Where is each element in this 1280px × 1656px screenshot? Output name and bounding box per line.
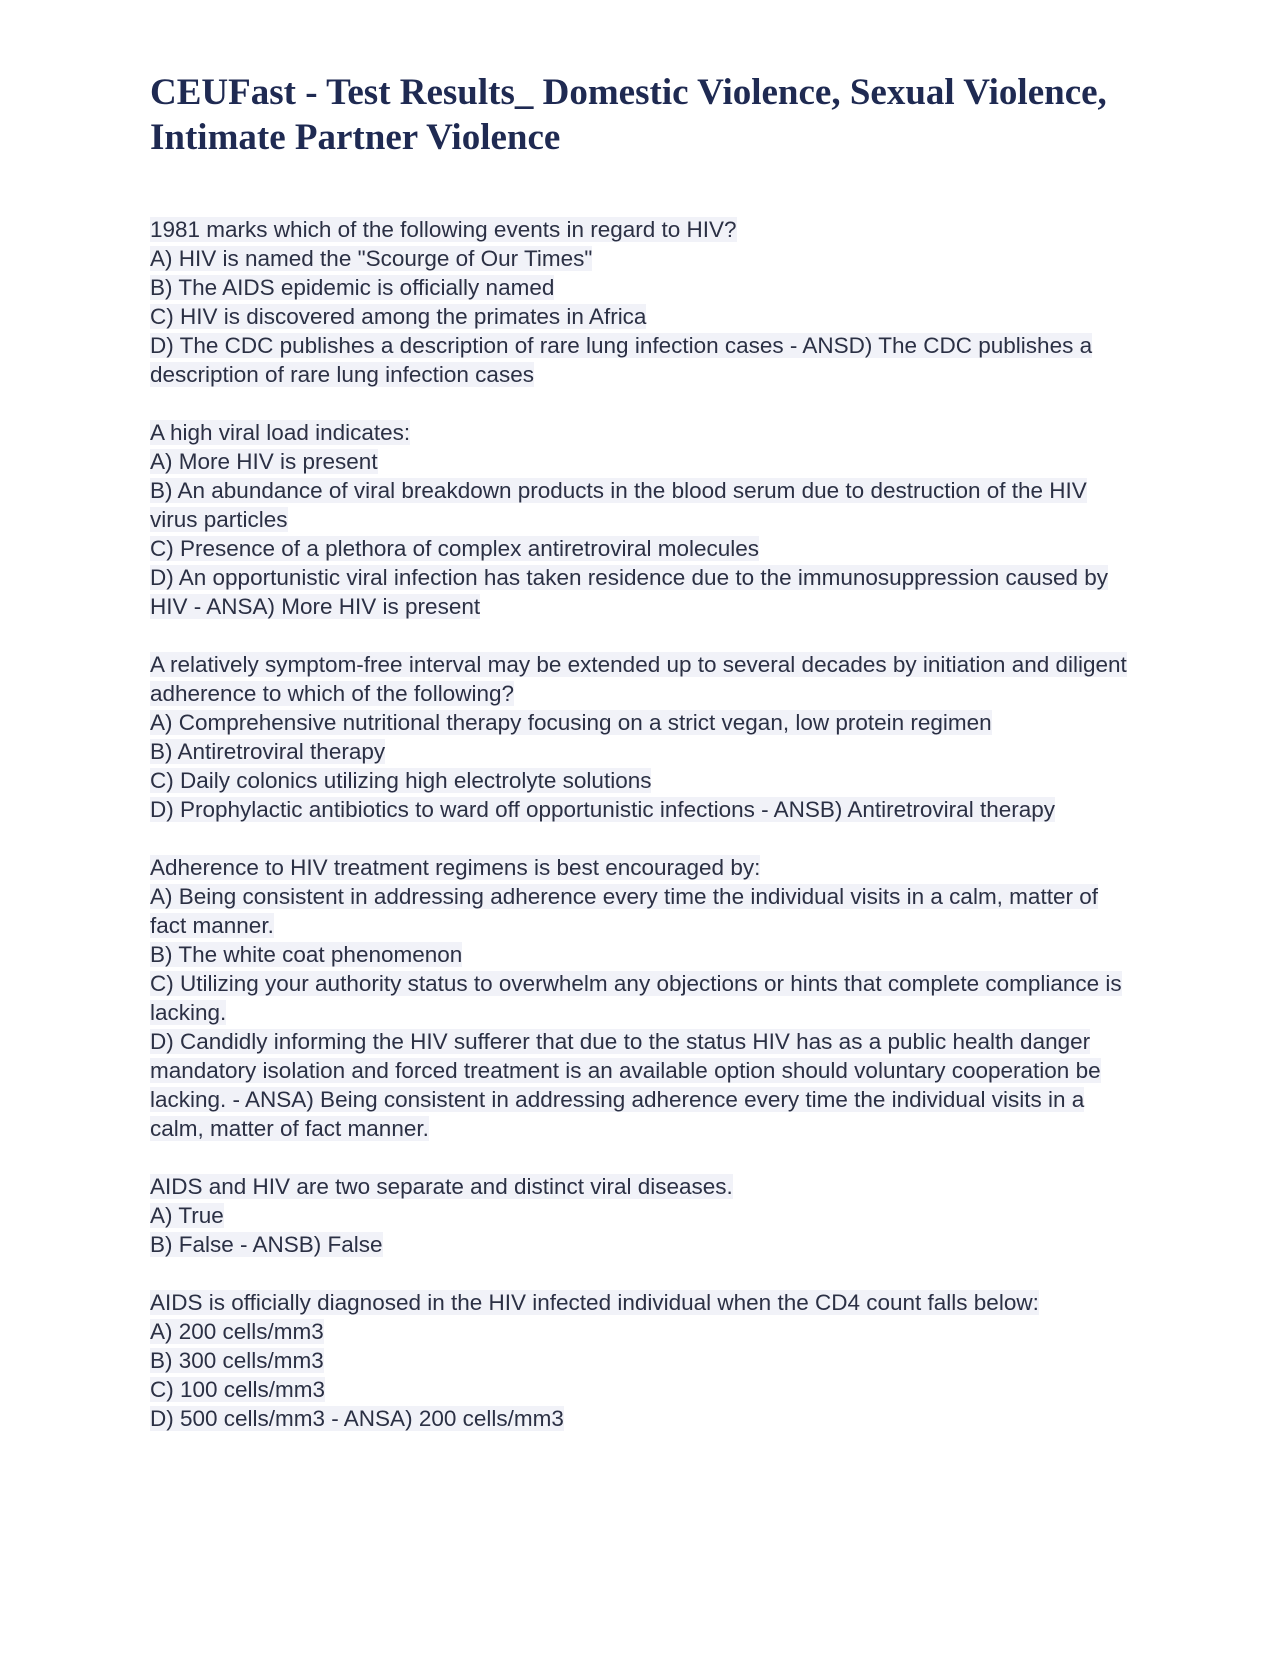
question-block-6 (150, 1288, 1130, 1433)
question-block-1 (150, 215, 1130, 389)
answer-option-d-with-answer: D) Candidly informing the HIV sufferer that due to the status HIV has as a public health danger mandatory isolation and forced treatment is an available option should voluntary cooperation be lacking. - ANSA) Being consistent in addressing adherence every time the individual visits in a calm, matter of fact manner. (150, 1029, 1101, 1141)
answer-option-d-with-answer: D) Prophylactic antibiotics to ward off opportunistic infections - ANSB) Antiretroviral therapy (150, 797, 1055, 822)
answer-option-b: B) 300 cells/mm3 (150, 1348, 324, 1373)
answer-option-a: A) Being consistent in addressing adherence every time the individual visits in a calm, matter of fact manner. (150, 884, 1098, 938)
answer-option-d-with-answer: D) An opportunistic viral infection has taken residence due to the immunosuppression caused by HIV - ANSA) More HIV is present (150, 565, 1109, 619)
answer-option-d-with-answer: D) The CDC publishes a description of rare lung infection cases - ANSD) The CDC publishes a description of rare lung infection cases (150, 333, 1093, 387)
answer-option-b-with-answer: B) False - ANSB) False (150, 1232, 383, 1257)
question-block-4 (150, 853, 1130, 1143)
answer-option-a: A) HIV is named the "Scourge of Our Times" (150, 246, 593, 271)
answer-option-a: A) 200 cells/mm3 (150, 1319, 324, 1344)
answer-option-a: A) True (150, 1203, 224, 1228)
answer-option-b: B) An abundance of viral breakdown products in the blood serum due to destruction of the HIV virus particles (150, 478, 1087, 532)
question-text: Adherence to HIV treatment regimens is best encouraged by: (150, 855, 761, 880)
answer-option-b: B) The white coat phenomenon (150, 942, 463, 967)
answer-option-c: C) Daily colonics utilizing high electrolyte solutions (150, 768, 652, 793)
answer-option-b: B) The AIDS epidemic is officially named (150, 275, 555, 300)
answer-option-c: C) HIV is discovered among the primates in Africa (150, 304, 647, 329)
question-text: AIDS and HIV are two separate and distinct viral diseases. (150, 1174, 733, 1199)
question-block-5 (150, 1172, 1130, 1259)
document-title: CEUFast - Test Results_ Domestic Violence, Sexual Violence, Intimate Partner Violence (150, 72, 1107, 158)
answer-option-c: C) 100 cells/mm3 (150, 1377, 326, 1402)
question-list (150, 215, 1130, 1433)
question-text: AIDS is officially diagnosed in the HIV infected individual when the CD4 count falls below: (150, 1290, 1039, 1315)
question-text: A high viral load indicates: (150, 420, 411, 445)
answer-option-c: C) Utilizing your authority status to overwhelm any objections or hints that complete compliance is lacking. (150, 971, 1122, 1025)
question-block-2 (150, 418, 1130, 621)
answer-option-a: A) More HIV is present (150, 449, 378, 474)
question-text: A relatively symptom-free interval may be extended up to several decades by initiation and diligent adherence to which of the following? (150, 652, 1127, 706)
answer-option-a: A) Comprehensive nutritional therapy focusing on a strict vegan, low protein regimen (150, 710, 992, 735)
answer-option-b: B) Antiretroviral therapy (150, 739, 386, 764)
question-block-3 (150, 650, 1130, 824)
answer-option-c: C) Presence of a plethora of complex antiretroviral molecules (150, 536, 760, 561)
document-content (150, 70, 1130, 1462)
question-text: 1981 marks which of the following events in regard to HIV? (150, 217, 737, 242)
answer-option-d-with-answer: D) 500 cells/mm3 - ANSA) 200 cells/mm3 (150, 1406, 564, 1431)
